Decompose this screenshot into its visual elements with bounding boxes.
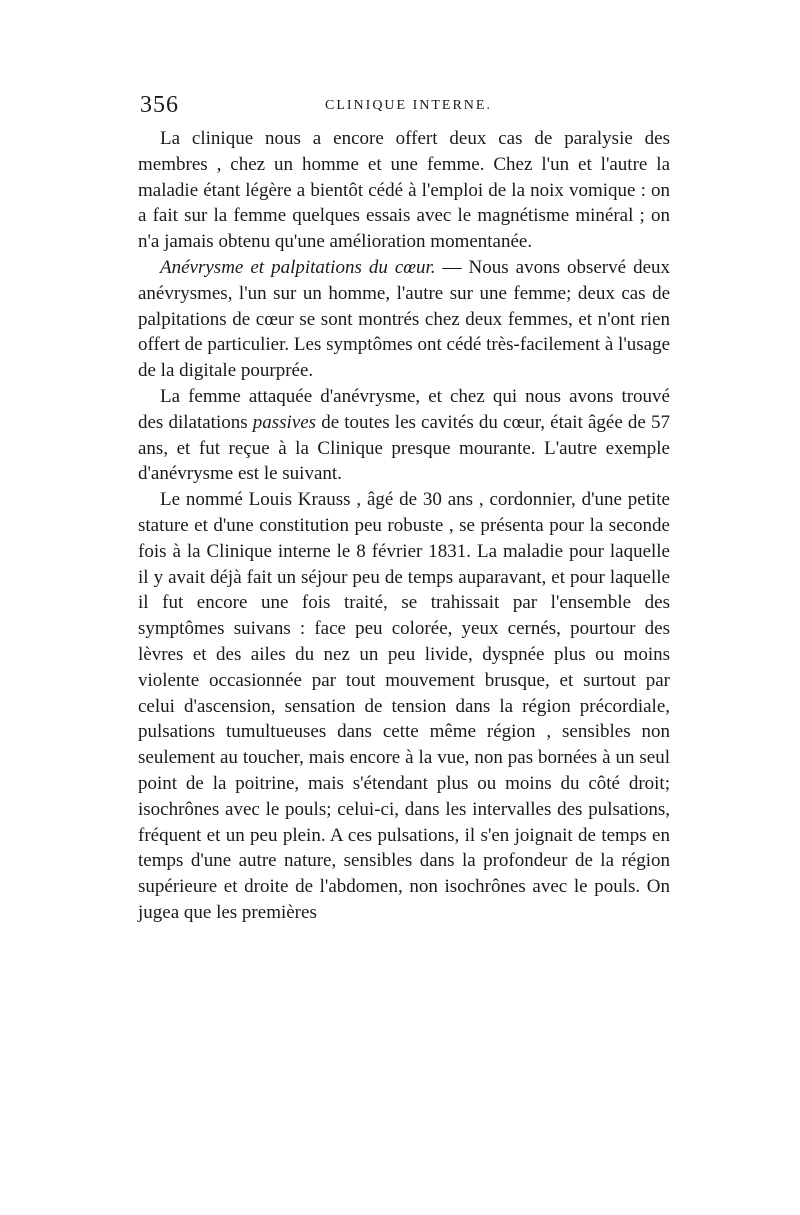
paragraph-text: La femme attaquée d'anévrysme, et chez qui nous avons trouvé des dilatations: [138, 385, 670, 433]
page-header: [140, 92, 670, 122]
paragraph-krauss-case: [138, 487, 670, 926]
paragraph-female-case: [138, 384, 670, 487]
paragraph-aneurysm: [138, 255, 670, 384]
running-head: CLINIQUE INTERNE.: [325, 98, 492, 113]
paragraph-text: Le nommé Louis Krauss , âgé de 30 ans , cordonnier, d'une petite stature et d'une constitution peu robuste , se présenta pour la seconde fois à la Clinique interne le 8 février 1831. La maladie pour laquelle il y avait déjà fait un séjour peu de temps auparavant, et pour laquelle il fut encore une fois traité, se trahissait par l'ensemble des symptômes suivans : face peu colorée, yeux cernés, pourtour des lèvres et des ailes du nez un peu livide, dyspnée plus ou moins violente occasionnée par tout mouvement brusque, et surtout par celui d'ascension, sensation de tension dans la région précordiale, pulsations tumultueuses dans cette même région , sensibles non seulement au toucher, mais encore à la vue, non pas bornées à un seul point de la poitrine, mais s'étendant plus ou moins du côté droit; isochrônes avec le pouls; celui-ci, dans les intervalles des pulsations, fréquent et un peu plein. A ces pulsations, il s'en joignait de temps en temps d'une autre nature, sensibles dans la profondeur de la région supérieure et droite de l'abdomen, non isochrônes avec le pouls. On jugea que les premières: [138, 489, 670, 923]
section-heading: Anévrysme et palpitations du cœur.: [160, 256, 436, 278]
paragraph-text: — Nous avons observé deux anévrysmes, l'un sur un homme, l'autre sur une femme; deux cas de palpitations de cœur se sont montrés chez deux femmes, et n'ont rien offert de particulier. Les symptômes ont cédé très-facilement à l'usage de la digitale pourprée.: [138, 256, 670, 382]
paragraph-text: de toutes les cavités du cœur, était âgée de 57 ans, et fut reçue à la Clinique presque mourante. L'autre exemple d'anévrysme est le suivant.: [138, 411, 670, 485]
page-number: 356: [140, 92, 179, 118]
body-text: [138, 126, 670, 926]
emphasis-word: passives: [252, 411, 317, 433]
paragraph-paralysis: [138, 126, 670, 255]
paragraph-text: La clinique nous a encore offert deux cas de paralysie des membres , chez un homme et une femme. Chez l'un et l'autre la maladie étant légère a bientôt cédé à l'emploi de la noix vomique : on a fait sur la femme quelques essais avec le magnétisme minéral ; on n'a jamais obtenu qu'une amélioration momentanée.: [138, 128, 670, 253]
